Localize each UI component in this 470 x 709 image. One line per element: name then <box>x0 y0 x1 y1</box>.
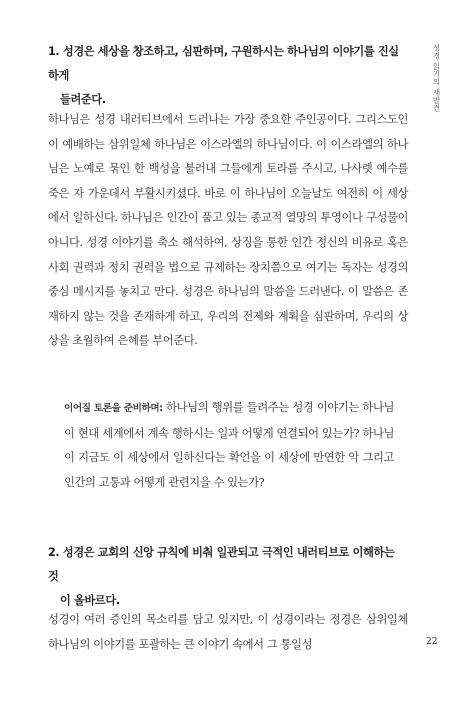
section-1-heading <box>48 40 408 112</box>
section-2-heading-line1: 성경은 교회의 신앙 규칙에 비춰 일관되고 극적인 내러티브로 이해하는 것 <box>48 546 395 583</box>
section-2-number: 2. <box>48 546 60 559</box>
running-header: 성경 읽기의 재발견 <box>432 44 441 112</box>
paragraph-1: 하나님은 성경 내러티브에서 드러나는 가장 중요한 주인공이다. 그리스도인이 예배하는 삼위일체 하나님은 이스라엘의 하나님이다. 이 이스라엘의 하나님은 노예로 묶인 한 백성을 불러내 그들에게 토라를 주시고, 나사렛 예수를 죽은 자 가운데서 부활시키셨다. 바로 이 하나님이 오늘날도 여전히 이 세상에서 일하신다. 하나님은 인간이 품고 있는 종교적 열망의 투영이나 구성물이 아니다. 성경 이야기를 축소 해석하여, 상징을 통한 인간 정신의 비유로 혹은 사회 권력과 정치 권력을 법으로 규제하는 장치쯤으로 여기는 독자는 성경의 중심 메시지를 놓치고 만다. 성경은 하나님의 말씀을 드러낸다. 이 말씀은 존재하지 않는 것을 존재하게 하고, 우리의 전제와 계획을 심판하며, 우리의 상상을 초월하여 은혜를 부어준다. <box>48 113 408 348</box>
section-2-heading-line2: 이 올바르다. <box>60 594 120 607</box>
section-1-number: 1. <box>48 45 60 58</box>
discussion-lead: 이어질 토론을 준비하며: <box>64 403 163 414</box>
section-1-heading-line1: 성경은 세상을 창조하고, 심판하며, 구원하시는 하나님의 이야기를 진실하게 <box>48 45 399 82</box>
paragraph-2: 성경이 여러 증인의 목소리를 담고 있지만, 이 성경이라는 정경은 삼위일체 하나님의 이야기를 포괄하는 큰 이야기 속에서 그 통일성 <box>48 613 408 651</box>
section-1-heading-line2: 들려준다. <box>60 93 106 106</box>
section-2-heading <box>48 541 408 613</box>
discussion-text: 하나님의 행위를 들려주는 성경 이야기는 하나님이 현대 세계에서 계속 행하시는 일과 어떻게 연결되어 있는가? 하나님이 지금도 이 세상에서 일하신다는 확언을 이 세상에 만연한 악 그리고 인간의 고통과 어떻게 관련지을 수 있는가? <box>64 401 394 489</box>
discussion-prompt <box>64 396 394 495</box>
page-number: 22 <box>426 637 438 647</box>
